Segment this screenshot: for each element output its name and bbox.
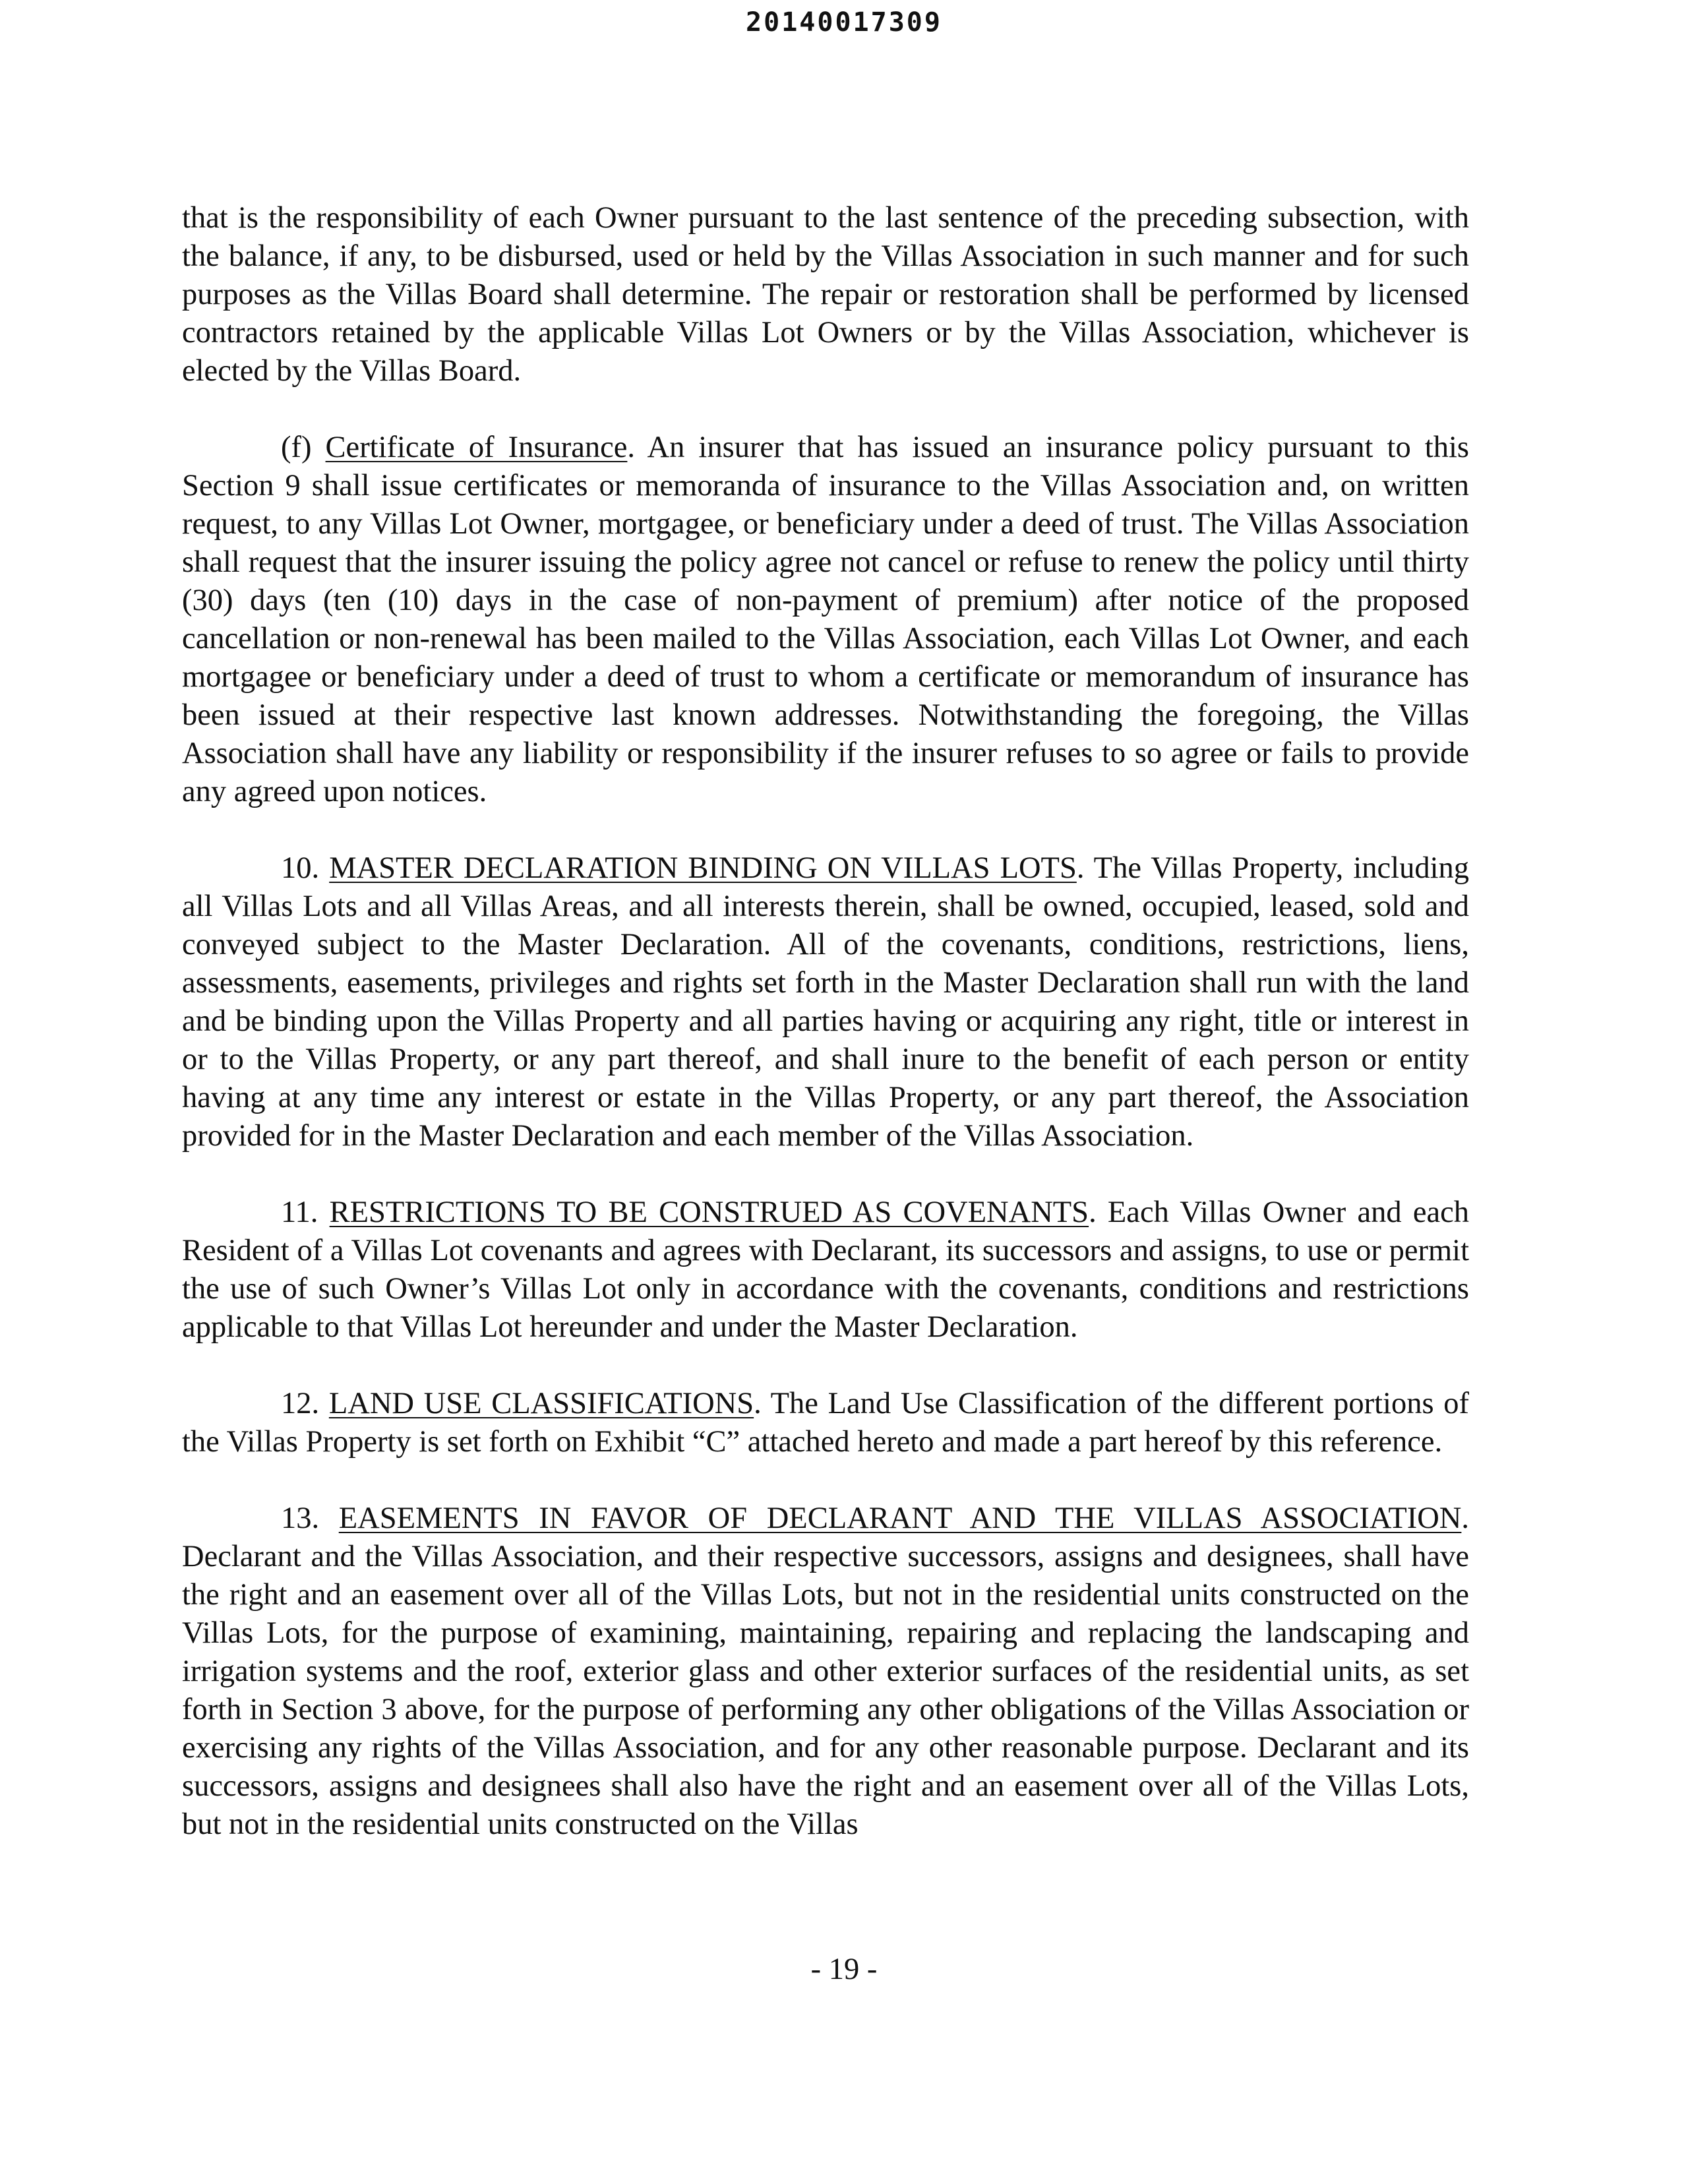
section-13-paragraph	[182, 1500, 1469, 1844]
section-12-heading: LAND USE CLASSIFICATIONS	[328, 1387, 754, 1420]
section-10-body: . The Villas Property, including all Villas Lots and all Villas Areas, and all interests therein, shall be owned, occupied, leased, sold and conveyed subject to the Master Declaration. All of the covenants, conditions, restrictions, liens, assessments, easements, privileges and rights set forth in the Master Declaration shall run with the land and be binding upon the Villas Property and all parties having or acquiring any right, title or interest in or to the Villas Property, or any part thereof, and shall inure to the benefit of each person or entity having at any time any interest or estate in the Villas Property, or any part thereof, the Association provided for in the Master Declaration and each member of the Villas Association.	[182, 851, 1469, 1153]
section-13-prefix: 13.	[281, 1502, 339, 1535]
continuation-paragraph: that is the responsibility of each Owner pursuant to the last sentence of the preceding subsection, with the balance, if any, to be disbursed, used or held by the Villas Association in such manner and for such purposes as the Villas Board shall determine. The repair or restoration shall be performed by licensed contractors retained by the applicable Villas Lot Owners or by the Villas Association, whichever is elected by the Villas Board.	[182, 201, 1469, 388]
section-11-paragraph	[182, 1194, 1469, 1347]
section-10-prefix: 10.	[281, 851, 330, 885]
section-10-heading: MASTER DECLARATION BINDING ON VILLAS LOTS	[329, 851, 1077, 885]
section-11-body: . Each Villas Owner and each Resident of a Villas Lot covenants and agrees with Declarant, its successors and assigns, to use or permit the use of such Owner’s Villas Lot only in accordance with the covenants, conditions and restrictions applicable to that Villas Lot hereunder and under the Master Declaration.	[182, 1196, 1470, 1344]
document-number: 20140017309	[746, 7, 942, 38]
section-13-body: . Declarant and the Villas Association, and their respective successors, assigns and designees, shall have the right and an easement over all of the Villas Lots, but not in the residential units constructed on the Villas Lots, for the purpose of examining, maintaining, repairing and replacing the landscaping and irrigation systems and the roof, exterior glass and other exterior surfaces of the residential units, as set forth in Section 3 above, for the purpose of performing any other obligations of the Villas Association or exercising any rights of the Villas Association, and for any other reasonable purpose. Declarant and its successors, assigns and designees shall also have the right and an easement over all of the Villas Lots, but not in the residential units constructed on the Villas	[182, 1502, 1470, 1841]
section-12-prefix: 12.	[281, 1387, 329, 1420]
page-number: - 19 -	[810, 1953, 878, 1986]
section-f-heading: Certificate of Insurance	[325, 431, 628, 464]
section-f-prefix: (f)	[281, 431, 326, 464]
section-f-body: . An insurer that has issued an insurance policy pursuant to this Section 9 shall issue certificates or memoranda of insurance to the Villas Association and, on written request, to any Villas Lot Owner, mortgagee, or beneficiary under a deed of trust. The Villas Association shall request that the insurer issuing the policy agree not cancel or refuse to renew the policy until thirty (30) days (ten (10) days in the case of non-payment of premium) after notice of the proposed cancellation or non-renewal has been mailed to the Villas Association, each Villas Lot Owner, and each mortgagee or beneficiary under a deed of trust to whom a certificate or memorandum of insurance has been issued at their respective last known addresses. Notwithstanding the foregoing, the Villas Association shall have any liability or responsibility if the insurer refuses to so agree or fails to provide any agreed upon notices.	[182, 431, 1469, 808]
section-f-paragraph	[182, 429, 1469, 811]
section-12-paragraph	[182, 1385, 1469, 1461]
section-11-heading: RESTRICTIONS TO BE CONSTRUED AS COVENANTS	[329, 1196, 1089, 1229]
section-12-body: . The Land Use Classification of the different portions of the Villas Property is set forth on Exhibit “C” attached hereto and made a part hereof by this reference.	[182, 1387, 1470, 1459]
section-13-heading: EASEMENTS IN FAVOR OF DECLARANT AND THE VILLAS ASSOCIATION	[338, 1502, 1462, 1535]
section-10-paragraph	[182, 849, 1469, 1155]
document-body	[182, 199, 1469, 1882]
section-11-prefix: 11.	[281, 1196, 330, 1229]
